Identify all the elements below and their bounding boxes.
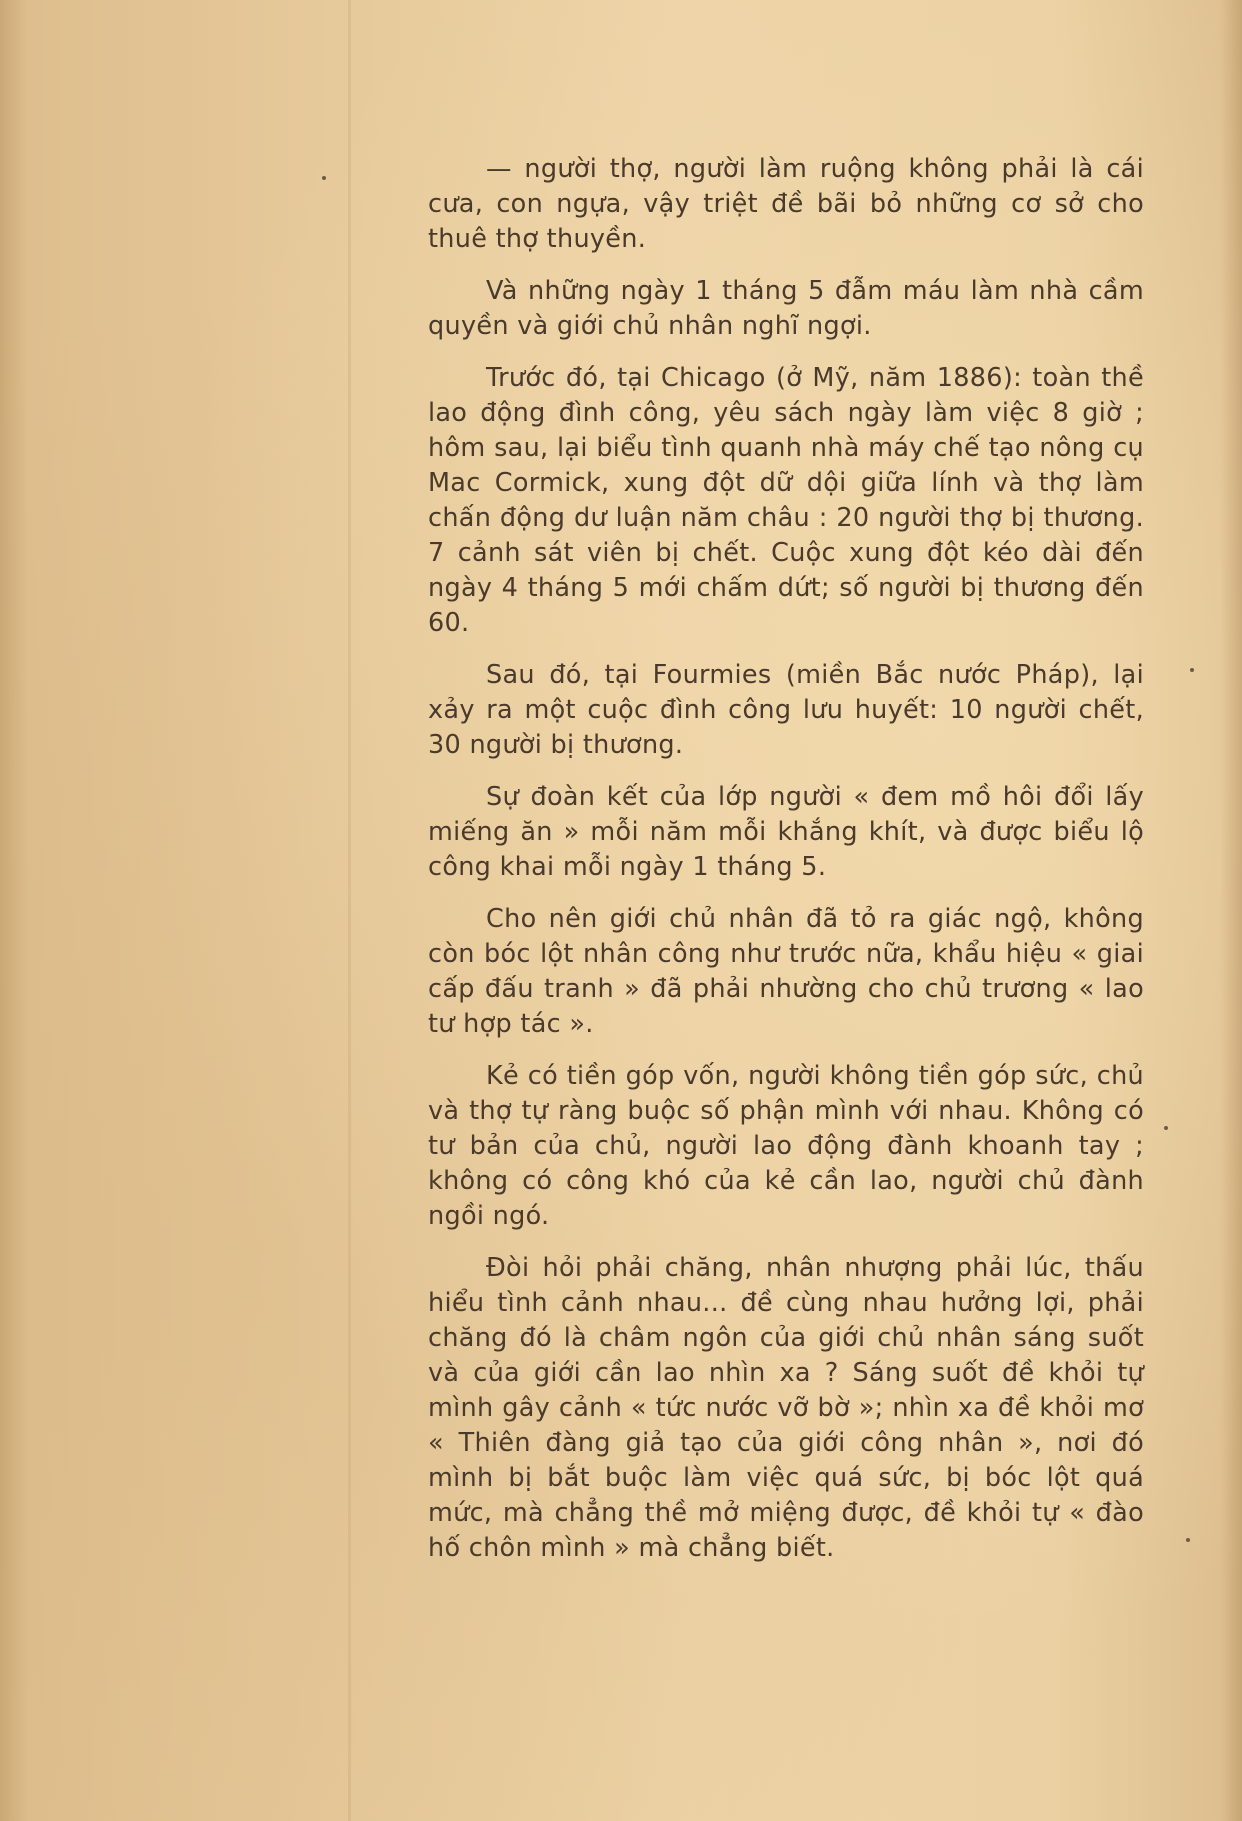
paragraph-2: Và những ngày 1 tháng 5 đẫm máu làm nhà cầm quyền và giới chủ nhân nghĩ ngợi.: [428, 276, 1144, 341]
paper-speck: [322, 176, 326, 180]
paragraph-3: Trước đó, tại Chicago (ở Mỹ, năm 1886): toàn thề lao động đình công, yêu sách ngày làm việc 8 giờ ; hôm sau, lại biểu tình quanh nhà máy chế tạo nông cụ Mac Cormick, xung đột dữ dội giữa lính và thợ làm chấn động dư luận năm châu : 20 người thợ bị thương. 7 cảnh sát viên bị chết. Cuộc xung đột kéo dài đến ngày 4 tháng 5 mới chấm dứt; số người bị thương đến 60.: [428, 363, 1144, 638]
body-text: [428, 152, 1144, 1583]
paragraph-4: Sau đó, tại Fourmies (miền Bắc nước Pháp), lại xảy ra một cuộc đình công lưu huyết: 10 người chết, 30 người bị thương.: [428, 660, 1144, 760]
paragraph-7: Kẻ có tiền góp vốn, người không tiền góp sức, chủ và thợ tự ràng buộc số phận mình với nhau. Không có tư bản của chủ, người lao động đành khoanh tay ; không có công khó của kẻ cần lao, người chủ đành ngồi ngó.: [428, 1061, 1144, 1231]
paper-speck: [1190, 668, 1194, 672]
paper-speck: [1186, 1538, 1190, 1542]
paragraph-1: — người thợ, người làm ruộng không phải là cái cưa, con ngựa, vậy triệt đề bãi bỏ những cơ sở cho thuê thợ thuyền.: [428, 154, 1144, 254]
paragraph-5: Sự đoàn kết của lớp người « đem mồ hôi đổi lấy miếng ăn » mỗi năm mỗi khắng khít, và được biểu lộ công khai mỗi ngày 1 tháng 5.: [428, 782, 1144, 882]
page-fold-shadow: [348, 0, 351, 1821]
paragraph-6: Cho nên giới chủ nhân đã tỏ ra giác ngộ, không còn bóc lột nhân công như trước nữa, khẩu hiệu « giai cấp đấu tranh » đã phải nhường cho chủ trương « lao tư hợp tác ».: [428, 904, 1144, 1039]
paragraph-8: Đòi hỏi phải chăng, nhân nhượng phải lúc, thấu hiểu tình cảnh nhau... đề cùng nhau hưởng lợi, phải chăng đó là châm ngôn của giới chủ nhân sáng suốt và của giới cần lao nhìn xa ? Sáng suốt đề khỏi tự mình gây cảnh « tức nước vỡ bờ »; nhìn xa đề khỏi mơ « Thiên đàng giả tạo của giới công nhân », nơi đó mình bị bắt buộc làm việc quá sức, bị bóc lột quá mức, mà chẳng thề mở miệng được, đề khỏi tự « đào hố chôn mình » mà chẳng biết.: [428, 1253, 1144, 1563]
paper-speck: [1164, 1126, 1168, 1130]
